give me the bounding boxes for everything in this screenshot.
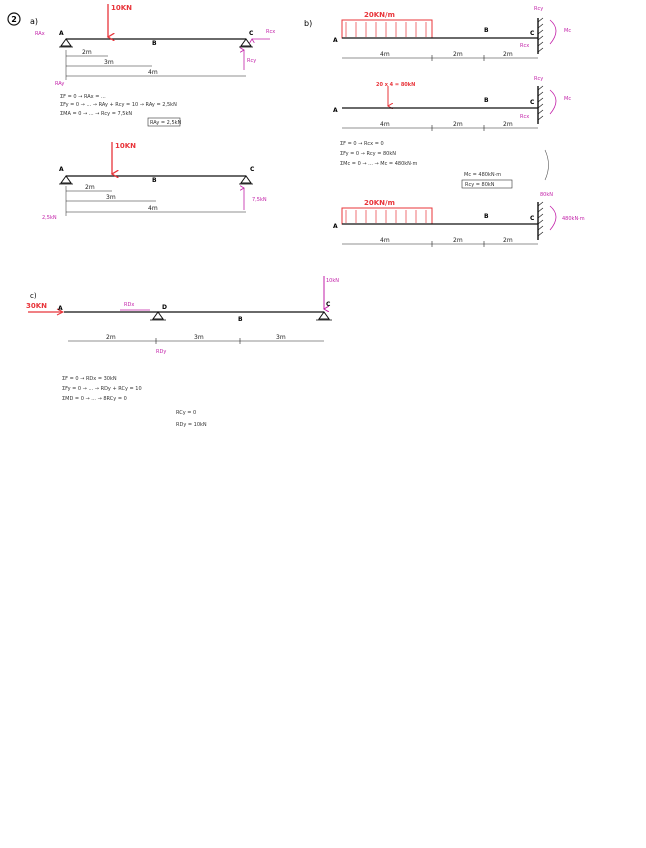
svg-text:2,5kN: 2,5kN [42,215,57,221]
svg-text:Rcy: Rcy [247,58,257,64]
svg-text:RAx: RAx [35,31,45,37]
svg-text:c): c) [30,292,37,300]
svg-text:3m: 3m [104,59,114,66]
svg-text:2m: 2m [503,51,513,58]
svg-text:A: A [59,30,64,37]
svg-text:B: B [152,177,157,184]
svg-text:ΣMD = 0 → ... → 8RCy = 0: ΣMD = 0 → ... → 8RCy = 0 [62,396,127,402]
svg-text:RAy: RAy [55,81,65,87]
svg-text:Rcy: Rcy [534,76,544,82]
svg-text:B: B [152,40,157,47]
svg-text:Rcy = 80kN: Rcy = 80kN [465,182,495,188]
svg-text:30KN: 30KN [26,302,48,310]
svg-text:ΣMc = 0 → ... → Mc = 480kN·m: ΣMc = 0 → ... → Mc = 480kN·m [340,161,418,167]
svg-text:4m: 4m [380,51,390,58]
svg-text:ΣF = 0 → Rcx = 0: ΣF = 0 → Rcx = 0 [340,141,384,147]
svg-text:3m: 3m [276,334,286,341]
svg-text:C: C [250,166,255,173]
svg-text:RCy = 0: RCy = 0 [176,410,197,416]
part-c [26,276,339,428]
svg-text:20 x 4 = 80kN: 20 x 4 = 80kN [376,82,416,88]
dist-load-b3 [342,208,432,224]
svg-text:4m: 4m [148,69,158,76]
svg-text:C: C [530,30,535,37]
svg-text:RDx: RDx [124,302,135,308]
svg-text:Mc = 480kN·m: Mc = 480kN·m [464,172,502,178]
svg-text:2m: 2m [503,121,513,128]
svg-text:2: 2 [11,15,17,24]
svg-text:A: A [333,107,338,114]
problem-number [8,13,20,25]
part-a [30,4,275,221]
svg-text:Rcx: Rcx [266,29,276,35]
svg-text:a): a) [30,17,39,26]
svg-text:C: C [530,215,535,222]
svg-text:4m: 4m [148,205,158,212]
svg-text:2m: 2m [85,184,95,191]
svg-text:D: D [162,304,167,311]
svg-text:20KN/m: 20KN/m [364,199,395,207]
support-a-right [241,39,251,46]
svg-text:2m: 2m [106,334,116,341]
svg-text:10kN: 10kN [326,278,339,284]
svg-text:B: B [238,316,243,323]
dist-load-b1 [342,20,432,38]
svg-text:2m: 2m [453,237,463,244]
svg-text:b): b) [304,19,313,28]
svg-text:2m: 2m [453,51,463,58]
svg-text:ΣF = 0 → RDx = 30kN: ΣF = 0 → RDx = 30kN [62,376,117,382]
svg-text:Rcx: Rcx [520,114,530,120]
svg-text:C: C [326,301,331,308]
svg-text:RAy = 2,5kN: RAy = 2,5kN [150,120,182,126]
svg-text:C: C [249,30,254,37]
svg-text:3m: 3m [106,194,116,201]
svg-text:ΣMA = 0 → ... → Rcy = 7,5kN: ΣMA = 0 → ... → Rcy = 7,5kN [60,111,133,117]
svg-text:Rcx: Rcx [520,43,530,49]
svg-text:480kN·m: 480kN·m [562,216,585,222]
svg-text:10KN: 10KN [111,4,133,12]
svg-text:C: C [530,99,535,106]
svg-text:A: A [58,305,63,312]
svg-text:Mc: Mc [564,28,572,34]
svg-text:B: B [484,97,489,104]
svg-text:4m: 4m [380,237,390,244]
part-b [304,6,585,247]
svg-text:80kN: 80kN [540,192,553,198]
svg-text:4m: 4m [380,121,390,128]
svg-text:RDy = 10kN: RDy = 10kN [176,422,207,428]
support-c-d [153,312,163,319]
svg-text:10KN: 10KN [115,142,137,150]
svg-text:2m: 2m [82,49,92,56]
support-a-left [61,39,71,46]
svg-text:RDy: RDy [156,349,167,355]
svg-text:3m: 3m [194,334,204,341]
svg-text:B: B [484,27,489,34]
svg-text:7,5kN: 7,5kN [252,197,267,203]
svg-text:B: B [484,213,489,220]
svg-text:ΣF = 0 → RAx = ...: ΣF = 0 → RAx = ... [60,94,106,100]
svg-text:ΣFy = 0 → ... → RDy + RCy = 10: ΣFy = 0 → ... → RDy + RCy = 10 [62,386,142,392]
svg-text:Mc: Mc [564,96,572,102]
svg-text:Rcy: Rcy [534,6,544,12]
svg-text:ΣFy = 0 → ... → RAy + Rcy = 10: ΣFy = 0 → ... → RAy + Rcy = 10 → RAy = 2,5kN [60,102,177,108]
svg-text:2m: 2m [503,237,513,244]
svg-text:2m: 2m [453,121,463,128]
svg-text:A: A [333,223,338,230]
svg-text:ΣFy = 0 → Rcy = 80kN: ΣFy = 0 → Rcy = 80kN [340,151,397,157]
support-c-c [319,312,329,319]
svg-text:A: A [333,37,338,44]
svg-text:A: A [59,166,64,173]
svg-text:20KN/m: 20KN/m [364,11,395,19]
